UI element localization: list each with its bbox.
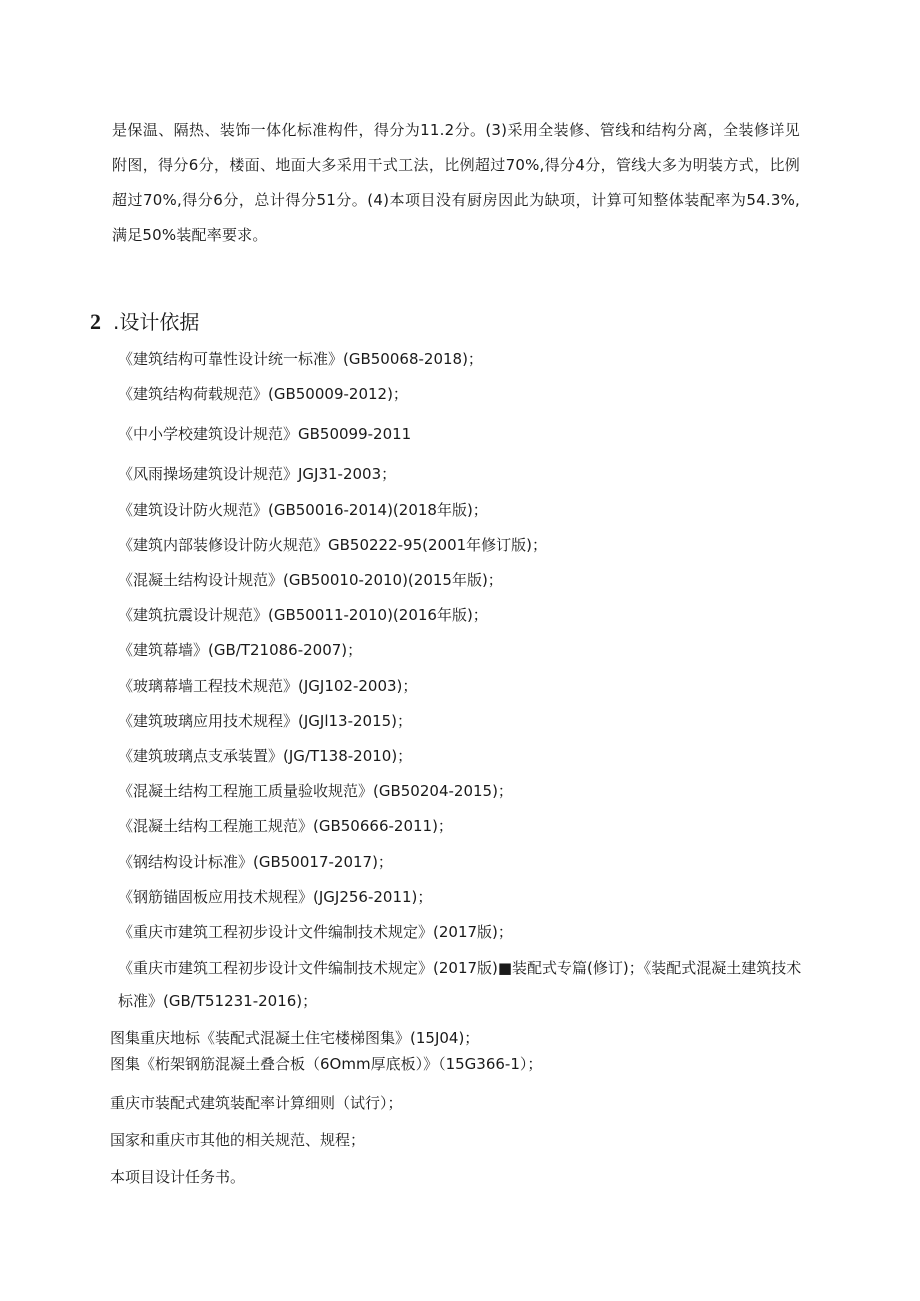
reference-item: 《建筑内部装修设计防火规范》GB50222-95(2001年修订版)； — [118, 536, 548, 554]
reference-item: 本项目设计任务书。 — [110, 1168, 246, 1186]
reference-item: 《混凝土结构工程施工质量验收规范》(GB50204-2015)； — [118, 782, 513, 800]
section-title: .设计依据 — [113, 310, 200, 334]
reference-item: 《建筑设计防火规范》(GB50016-2014)(2018年版)； — [118, 501, 488, 519]
section-heading — [90, 306, 199, 338]
reference-item: 《钢筋锚固板应用技术规程》(JGJ256-2011)； — [118, 888, 433, 906]
reference-item: 重庆市装配式建筑装配率计算细则（试行）； — [110, 1094, 403, 1112]
reference-item: 《建筑结构荷载规范》(GB50009-2012)； — [118, 385, 408, 403]
reference-item: 《玻璃幕墙工程技术规范》(JGJ102-2003)； — [118, 677, 418, 695]
reference-item: 图集重庆地标《装配式混凝土住宅楼梯图集》(15J04)； — [110, 1029, 480, 1047]
reference-item: 国家和重庆市其他的相关规范、规程； — [110, 1131, 366, 1149]
reference-item: 《建筑幕墙》(GB/T21086-2007)； — [118, 641, 363, 659]
reference-item: 图集《桁架钢筋混凝土叠合板（6Omm厚底板）》（15G366-1）； — [110, 1055, 543, 1073]
reference-item: 《建筑玻璃应用技术规程》(JGJl13-2015)； — [118, 712, 413, 730]
intro-text: 是保温、隔热、装饰一体化标准构件，得分为11.2分。(3)采用全装修、管线和结构分离，全装修详见附图，得分6分，楼面、地面大多采用干式工法，比例超过70%,得分4分，管线大多为明装方式，比例超过70%,得分6分，总计得分51分。(4)本项目没有厨房因此为缺项，计算可知整体装配率为54.3%,满足50%装配率要求。 — [112, 121, 800, 244]
reference-item: 《中小学校建筑设计规范》GB50099-2011 — [118, 425, 412, 443]
reference-item: 《钢结构设计标准》(GB50017-2017)； — [118, 853, 393, 871]
reference-item: 《重庆市建筑工程初步设计文件编制技术规定》(2017版)； — [118, 923, 513, 941]
reference-item: 《建筑结构可靠性设计统一标准》(GB50068-2018)； — [118, 350, 483, 368]
reference-item: 《建筑玻璃点支承装置》(JG/T138-2010)； — [118, 747, 413, 765]
reference-item: 《混凝土结构工程施工规范》(GB50666-2011)； — [118, 817, 453, 835]
intro-paragraph — [112, 113, 800, 253]
reference-item: 《混凝土结构设计规范》(GB50010-2010)(2015年版)； — [118, 571, 503, 589]
reference-item-multiline: 《重庆市建筑工程初步设计文件编制技术规定》(2017版)■装配式专篇(修订)；《装配式混凝土建筑技术标准》(GB/T51231-2016)； — [118, 959, 802, 1010]
section-number: 2 — [90, 309, 101, 334]
reference-item: 《风雨操场建筑设计规范》JGJ31-2003； — [118, 465, 397, 483]
reference-item: 《建筑抗震设计规范》(GB50011-2010)(2016年版)； — [118, 606, 488, 624]
